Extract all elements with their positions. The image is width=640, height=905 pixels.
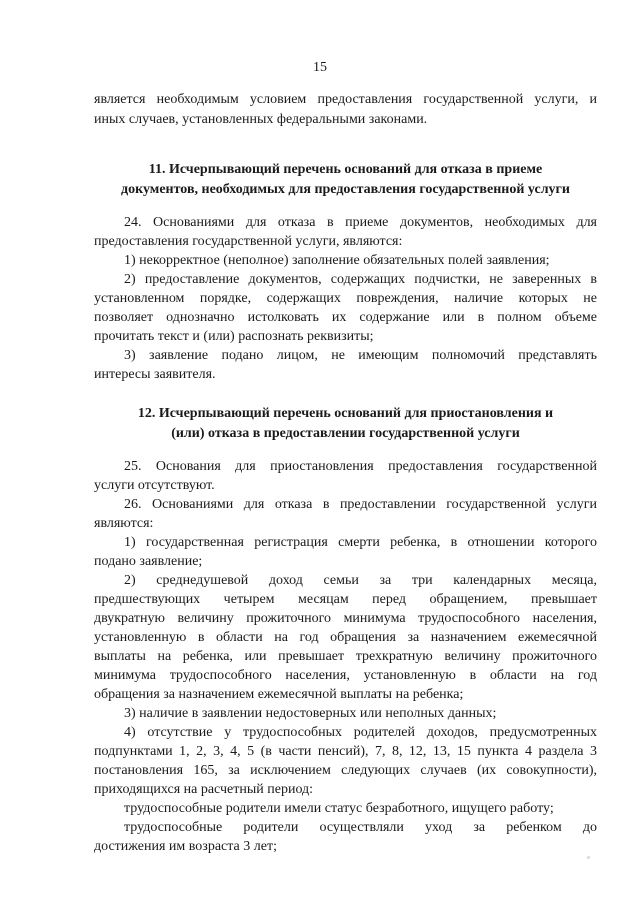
list-item: 2) среднедушевой доход семьи за три календарных месяца, [124, 573, 597, 588]
section-heading-12: 12. Исчерпывающий перечень оснований для приостановления и [137, 406, 554, 421]
paragraph-line: подпунктами 1, 2, 3, 4, 5 (в части пенсий), 7, 8, 12, 13, 15 пункта 4 раздела 3 [94, 744, 597, 759]
list-item: 2) предоставление документов, содержащих подчистки, не заверенных в [124, 272, 597, 287]
paragraph-line: минимума трудоспособного населения, установленную в области на год [94, 668, 597, 683]
paragraph-line: установленную в области на год обращения за назначением ежемесячной [94, 630, 597, 645]
paragraph-line: постановления 165, за исключением следующих случаев (их совокупности), [94, 763, 597, 778]
paragraph-line: установленном порядке, содержащих повреждения, наличие которых не [94, 291, 597, 306]
paragraph-line: приходящихся на расчетный период: [94, 782, 314, 797]
list-subitem: трудоспособные родители осуществляли уход за ребенком до [124, 820, 597, 835]
section-heading-11: документов, необходимых для предоставления государственной услуги [121, 182, 570, 197]
paragraph-line: 25. Основания для приостановления предоставления государственной [124, 459, 597, 474]
page-number: 15 [313, 60, 327, 75]
paragraph-line: интересы заявителя. [94, 367, 216, 382]
paragraph-line: предшествующих четырем месяцам перед обращением, превышает [94, 592, 597, 607]
paragraph-line: предоставления государственной услуги, являются: [94, 234, 403, 249]
paragraph-line: подано заявление; [94, 554, 203, 569]
list-subitem: трудоспособные родители имели статус безработного, ищущего работу; [124, 801, 554, 816]
list-item: 1) государственная регистрация смерти ребенка, в отношении которого [124, 535, 597, 550]
list-item: 3) наличие в заявлении недостоверных или неполных данных; [124, 706, 497, 721]
paragraph-line: прочитать текст и (или) распознать реквизиты; [94, 329, 374, 344]
paragraph-line: 24. Основаниями для отказа в приеме документов, необходимых для [124, 215, 597, 230]
paragraph-line: иных случаев, установленных федеральными законами. [94, 112, 428, 127]
paragraph-line: двукратную величину прожиточного минимума трудоспособного населения, [94, 611, 597, 626]
paragraph-line: 26. Основаниями для отказа в предоставлении государственной услуги [124, 497, 597, 512]
paragraph-line: достижения им возраста 3 лет; [94, 839, 277, 854]
paragraph-line: обращения за назначением ежемесячной выплаты на ребенка; [94, 687, 464, 702]
section-heading-11: 11. Исчерпывающий перечень оснований для отказа в приеме [148, 162, 543, 177]
paragraph-line: являются: [94, 516, 154, 531]
paragraph-line: позволяет однозначно истолковать их содержание или в полном объеме [94, 310, 597, 325]
scan-speck [587, 856, 590, 859]
list-item: 4) отсутствие у трудоспособных родителей доходов, предусмотренных [124, 725, 597, 740]
paragraph-line: является необходимым условием предоставления государственной услуги, и [94, 92, 597, 107]
section-heading-12: (или) отказа в предоставлении государственной услуги [171, 426, 520, 441]
paragraph-line: выплаты на ребенка, или превышает трехкратную величину прожиточного [94, 649, 597, 664]
list-item: 1) некорректное (неполное) заполнение обязательных полей заявления; [124, 253, 550, 268]
paragraph-line: услуги отсутствуют. [94, 478, 215, 493]
list-item: 3) заявление подано лицом, не имеющим полномочий представлять [124, 348, 597, 363]
